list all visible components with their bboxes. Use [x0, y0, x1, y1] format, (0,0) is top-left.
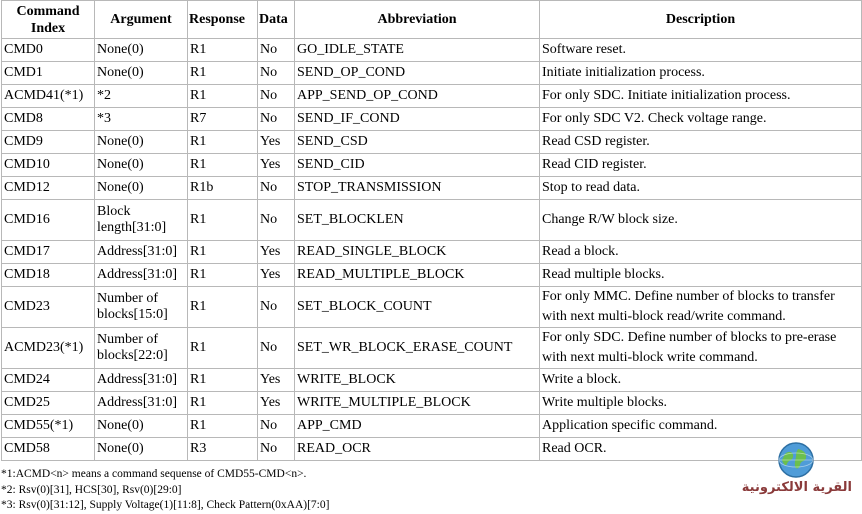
- data-cell: Yes: [258, 131, 295, 154]
- response-cell: R1b: [188, 177, 258, 200]
- data-cell: Yes: [258, 241, 295, 264]
- argument-cell: *3: [95, 108, 188, 131]
- data-cell: No: [258, 108, 295, 131]
- description-cell: For only SDC. Initiate initialization process.: [540, 85, 862, 108]
- command-index-cell: CMD17: [2, 241, 95, 264]
- response-cell: R1: [188, 287, 258, 328]
- footnote-3: *3: Rsv(0)[31:12], Supply Voltage(1)[11:8], Check Pattern(0xAA)[7:0]: [1, 499, 330, 511]
- argument-cell: None(0): [95, 415, 188, 438]
- footnote-2: *2: Rsv(0)[31], HCS[30], Rsv(0)[29:0]: [1, 483, 182, 496]
- abbreviation-cell: APP_CMD: [295, 415, 540, 438]
- command-index-cell: CMD24: [2, 369, 95, 392]
- argument-cell: Number of blocks[22:0]: [95, 328, 188, 369]
- table-row: [2, 154, 862, 177]
- abbreviation-cell: READ_MULTIPLE_BLOCK: [295, 264, 540, 287]
- table-row: [2, 328, 862, 369]
- table-row: [2, 438, 862, 461]
- description-cell: Read a block.: [540, 241, 862, 264]
- abbreviation-cell: SEND_CID: [295, 154, 540, 177]
- description-cell: Read OCR.: [540, 438, 862, 461]
- description-cell: Initiate initialization process.: [540, 62, 862, 85]
- table-header-row: [2, 1, 862, 39]
- abbreviation-cell: SET_WR_BLOCK_ERASE_COUNT: [295, 328, 540, 369]
- command-index-cell: CMD23: [2, 287, 95, 328]
- command-index-cell: CMD55(*1): [2, 415, 95, 438]
- argument-cell: Address[31:0]: [95, 264, 188, 287]
- data-cell: No: [258, 62, 295, 85]
- description-cell: For only SDC. Define number of blocks to pre-erase with next multi-block write command.: [540, 328, 862, 369]
- site-logo: [741, 440, 852, 504]
- description-cell: Stop to read data.: [540, 177, 862, 200]
- response-cell: R1: [188, 264, 258, 287]
- data-cell: Yes: [258, 392, 295, 415]
- abbreviation-cell: READ_OCR: [295, 438, 540, 461]
- data-cell: No: [258, 39, 295, 62]
- description-cell: For only MMC. Define number of blocks to transfer with next multi-block read/write command.: [540, 287, 862, 328]
- command-index-cell: ACMD41(*1): [2, 85, 95, 108]
- response-cell: R1: [188, 154, 258, 177]
- table-row: [2, 241, 862, 264]
- response-cell: R1: [188, 131, 258, 154]
- argument-cell: None(0): [95, 154, 188, 177]
- description-cell: Change R/W block size.: [540, 200, 862, 241]
- abbreviation-cell: APP_SEND_OP_COND: [295, 85, 540, 108]
- argument-cell: Address[31:0]: [95, 392, 188, 415]
- data-cell: Yes: [258, 369, 295, 392]
- command-index-cell: CMD10: [2, 154, 95, 177]
- table-row: [2, 287, 862, 328]
- table-row: [2, 177, 862, 200]
- response-cell: R1: [188, 200, 258, 241]
- argument-cell: Block length[31:0]: [95, 200, 188, 241]
- command-index-cell: CMD1: [2, 62, 95, 85]
- argument-cell: None(0): [95, 62, 188, 85]
- data-cell: No: [258, 328, 295, 369]
- header-abbreviation: Abbreviation: [295, 1, 540, 39]
- command-index-cell: CMD0: [2, 39, 95, 62]
- table-row: [2, 85, 862, 108]
- response-cell: R1: [188, 62, 258, 85]
- table-row: [2, 62, 862, 85]
- response-cell: R7: [188, 108, 258, 131]
- argument-cell: Address[31:0]: [95, 369, 188, 392]
- data-cell: No: [258, 200, 295, 241]
- command-index-cell: CMD12: [2, 177, 95, 200]
- data-cell: Yes: [258, 154, 295, 177]
- command-index-cell: CMD25: [2, 392, 95, 415]
- logo-text: القرية الالكترونية: [741, 480, 852, 495]
- header-data: Data: [258, 1, 295, 39]
- response-cell: R1: [188, 39, 258, 62]
- table-row: [2, 369, 862, 392]
- table-body: [2, 39, 862, 461]
- argument-cell: *2: [95, 85, 188, 108]
- argument-cell: None(0): [95, 39, 188, 62]
- response-cell: R1: [188, 369, 258, 392]
- description-cell: Read CSD register.: [540, 131, 862, 154]
- abbreviation-cell: SET_BLOCKLEN: [295, 200, 540, 241]
- abbreviation-cell: SEND_CSD: [295, 131, 540, 154]
- data-cell: No: [258, 287, 295, 328]
- table-row: [2, 264, 862, 287]
- footnote-1: *1:ACMD<n> means a command sequense of CMD55-CMD<n>.: [1, 468, 307, 480]
- description-cell: Read CID register.: [540, 154, 862, 177]
- command-index-cell: CMD18: [2, 264, 95, 287]
- table-row: [2, 415, 862, 438]
- description-cell: Write multiple blocks.: [540, 392, 862, 415]
- table-row: [2, 131, 862, 154]
- argument-cell: Number of blocks[15:0]: [95, 287, 188, 328]
- data-cell: No: [258, 177, 295, 200]
- command-index-cell: CMD16: [2, 200, 95, 241]
- argument-cell: Address[31:0]: [95, 241, 188, 264]
- table-row: [2, 200, 862, 241]
- abbreviation-cell: SET_BLOCK_COUNT: [295, 287, 540, 328]
- response-cell: R1: [188, 328, 258, 369]
- data-cell: No: [258, 85, 295, 108]
- argument-cell: None(0): [95, 177, 188, 200]
- description-cell: For only SDC V2. Check voltage range.: [540, 108, 862, 131]
- header-command-index: Command Index: [2, 1, 95, 39]
- command-index-cell: CMD58: [2, 438, 95, 461]
- data-cell: Yes: [258, 264, 295, 287]
- abbreviation-cell: WRITE_BLOCK: [295, 369, 540, 392]
- description-cell: Application specific command.: [540, 415, 862, 438]
- argument-cell: None(0): [95, 438, 188, 461]
- abbreviation-cell: SEND_OP_COND: [295, 62, 540, 85]
- command-table-wrapper: [1, 0, 861, 461]
- command-index-cell: CMD8: [2, 108, 95, 131]
- description-cell: Read multiple blocks.: [540, 264, 862, 287]
- description-cell: Write a block.: [540, 369, 862, 392]
- abbreviation-cell: WRITE_MULTIPLE_BLOCK: [295, 392, 540, 415]
- data-cell: No: [258, 415, 295, 438]
- response-cell: R1: [188, 392, 258, 415]
- abbreviation-cell: STOP_TRANSMISSION: [295, 177, 540, 200]
- header-response: Response: [188, 1, 258, 39]
- globe-icon: [776, 440, 816, 480]
- command-index-cell: ACMD23(*1): [2, 328, 95, 369]
- table-row: [2, 39, 862, 62]
- sd-command-table: [1, 0, 862, 461]
- response-cell: R1: [188, 241, 258, 264]
- abbreviation-cell: GO_IDLE_STATE: [295, 39, 540, 62]
- footnotes: [1, 467, 701, 514]
- header-argument: Argument: [95, 1, 188, 39]
- command-index-cell: CMD9: [2, 131, 95, 154]
- response-cell: R1: [188, 415, 258, 438]
- table-row: [2, 392, 862, 415]
- description-cell: Software reset.: [540, 39, 862, 62]
- abbreviation-cell: SEND_IF_COND: [295, 108, 540, 131]
- response-cell: R1: [188, 85, 258, 108]
- abbreviation-cell: READ_SINGLE_BLOCK: [295, 241, 540, 264]
- argument-cell: None(0): [95, 131, 188, 154]
- response-cell: R3: [188, 438, 258, 461]
- data-cell: No: [258, 438, 295, 461]
- header-description: Description: [540, 1, 862, 39]
- table-row: [2, 108, 862, 131]
